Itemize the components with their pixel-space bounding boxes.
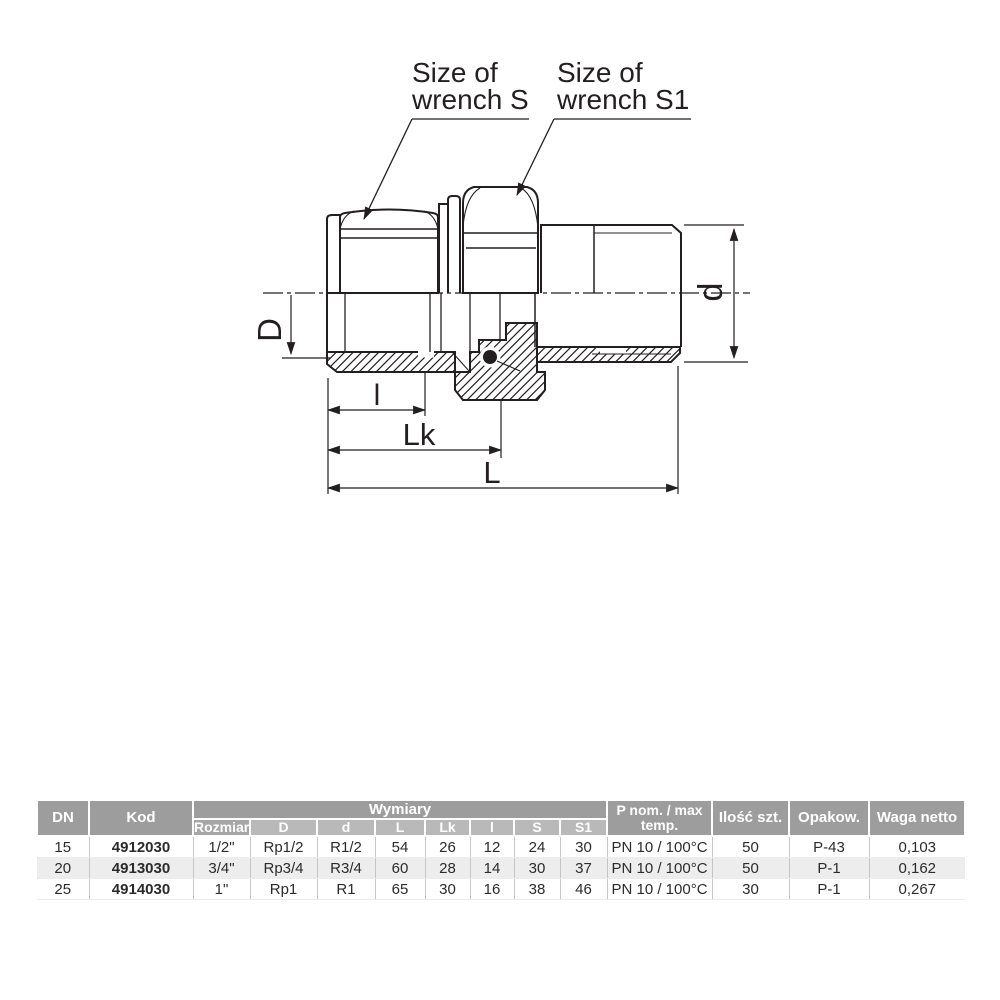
- cell-L: 65: [375, 879, 425, 900]
- cell-dn: 25: [37, 879, 89, 900]
- collar-outline: [439, 204, 448, 293]
- pnom-line1: P nom. / max: [616, 802, 703, 819]
- cell-S1: 46: [560, 879, 607, 900]
- cell-S: 24: [514, 836, 560, 858]
- cell-D: Rp3/4: [250, 858, 317, 879]
- cell-kod: 4913030: [89, 858, 193, 879]
- cell-S: 38: [514, 879, 560, 900]
- fitting-exterior-top-half: [327, 187, 681, 293]
- cell-opakow: P-1: [789, 858, 869, 879]
- wrench-s-body-outline: [340, 210, 438, 294]
- cell-ilosc: 50: [712, 836, 789, 858]
- col-header-kod: Kod: [89, 800, 193, 836]
- table-row: [37, 836, 965, 858]
- cell-L: 60: [375, 858, 425, 879]
- wrench-s1-label-line1: Size of: [557, 57, 643, 88]
- table-row: [37, 879, 965, 900]
- wrench-s-label-line2: wrench S: [412, 84, 529, 115]
- subcol-D: D: [250, 819, 317, 836]
- pnom-line2: temp.: [640, 817, 679, 833]
- cell-Lk: 26: [425, 836, 470, 858]
- cell-rozmiar: 3/4": [193, 858, 250, 879]
- cell-dn: 20: [37, 858, 89, 879]
- leader-line: [517, 119, 554, 195]
- col-header-wymiary: Wymiary: [193, 800, 607, 819]
- cell-l: 12: [470, 836, 514, 858]
- cell-d: R3/4: [317, 858, 375, 879]
- subcol-Lk: Lk: [425, 819, 470, 836]
- gasket-dot: [483, 350, 497, 364]
- cell-S: 30: [514, 858, 560, 879]
- col-header-ilosc: Ilość szt.: [712, 800, 789, 836]
- cell-ilosc: 50: [712, 858, 789, 879]
- wrench-s-label-line1: Size of: [412, 57, 498, 88]
- cell-waga: 0,162: [869, 858, 965, 879]
- cell-pnom: PN 10 / 100°C: [607, 836, 712, 858]
- thread-relief-notch: [418, 351, 434, 358]
- subcol-rozmiar: Rozmiar: [194, 819, 250, 836]
- col-header-waga: Waga netto: [869, 800, 965, 836]
- cell-pnom: PN 10 / 100°C: [607, 858, 712, 879]
- cell-d: R1/2: [317, 836, 375, 858]
- cell-pnom: PN 10 / 100°C: [607, 879, 712, 900]
- cell-D: Rp1: [250, 879, 317, 900]
- thread-relief-notch: [600, 348, 626, 354]
- dim-label-l: l: [373, 379, 381, 412]
- col-header-pnom: [607, 800, 712, 836]
- cell-d: R1: [317, 879, 375, 900]
- male-end-outline: [541, 225, 681, 293]
- cell-opakow: P-1: [789, 879, 869, 900]
- table-row: [37, 858, 965, 879]
- cell-kod: 4914030: [89, 879, 193, 900]
- cell-L: 54: [375, 836, 425, 858]
- cell-ilosc: 30: [712, 879, 789, 900]
- cell-Lk: 28: [425, 858, 470, 879]
- union-nut-outline: [463, 187, 538, 293]
- flange-outline: [448, 196, 460, 293]
- cell-S1: 37: [560, 858, 607, 879]
- dim-label-d: d: [692, 282, 730, 302]
- cell-opakow: P-43: [789, 836, 869, 858]
- cell-dn: 15: [37, 836, 89, 858]
- cell-rozmiar: 1": [193, 879, 250, 900]
- subcol-L: L: [375, 819, 425, 836]
- cell-S1: 30: [560, 836, 607, 858]
- female-wall-section: [327, 352, 455, 372]
- cell-waga: 0,267: [869, 879, 965, 900]
- union-cap-outline: [327, 215, 340, 293]
- subcol-S: S: [514, 819, 560, 836]
- leader-line: [364, 119, 412, 219]
- spec-table: [36, 799, 966, 900]
- cell-waga: 0,103: [869, 836, 965, 858]
- wrench-s1-label-line2: wrench S1: [557, 84, 690, 115]
- col-header-dn: DN: [37, 800, 89, 836]
- col-header-opakow: Opakow.: [789, 800, 869, 836]
- dim-label-L: L: [483, 455, 501, 490]
- cell-rozmiar: 1/2": [193, 836, 250, 858]
- cell-kod: 4912030: [89, 836, 193, 858]
- dim-label-Lk: Lk: [402, 417, 436, 452]
- subcol-l: l: [470, 819, 514, 836]
- cell-l: 16: [470, 879, 514, 900]
- wrench-s1-label: [517, 57, 691, 195]
- cell-Lk: 30: [425, 879, 470, 900]
- subcol-d: d: [317, 819, 375, 836]
- cell-D: Rp1/2: [250, 836, 317, 858]
- dim-label-D: D: [251, 318, 288, 342]
- cell-l: 14: [470, 858, 514, 879]
- subcol-S1: S1: [560, 819, 607, 836]
